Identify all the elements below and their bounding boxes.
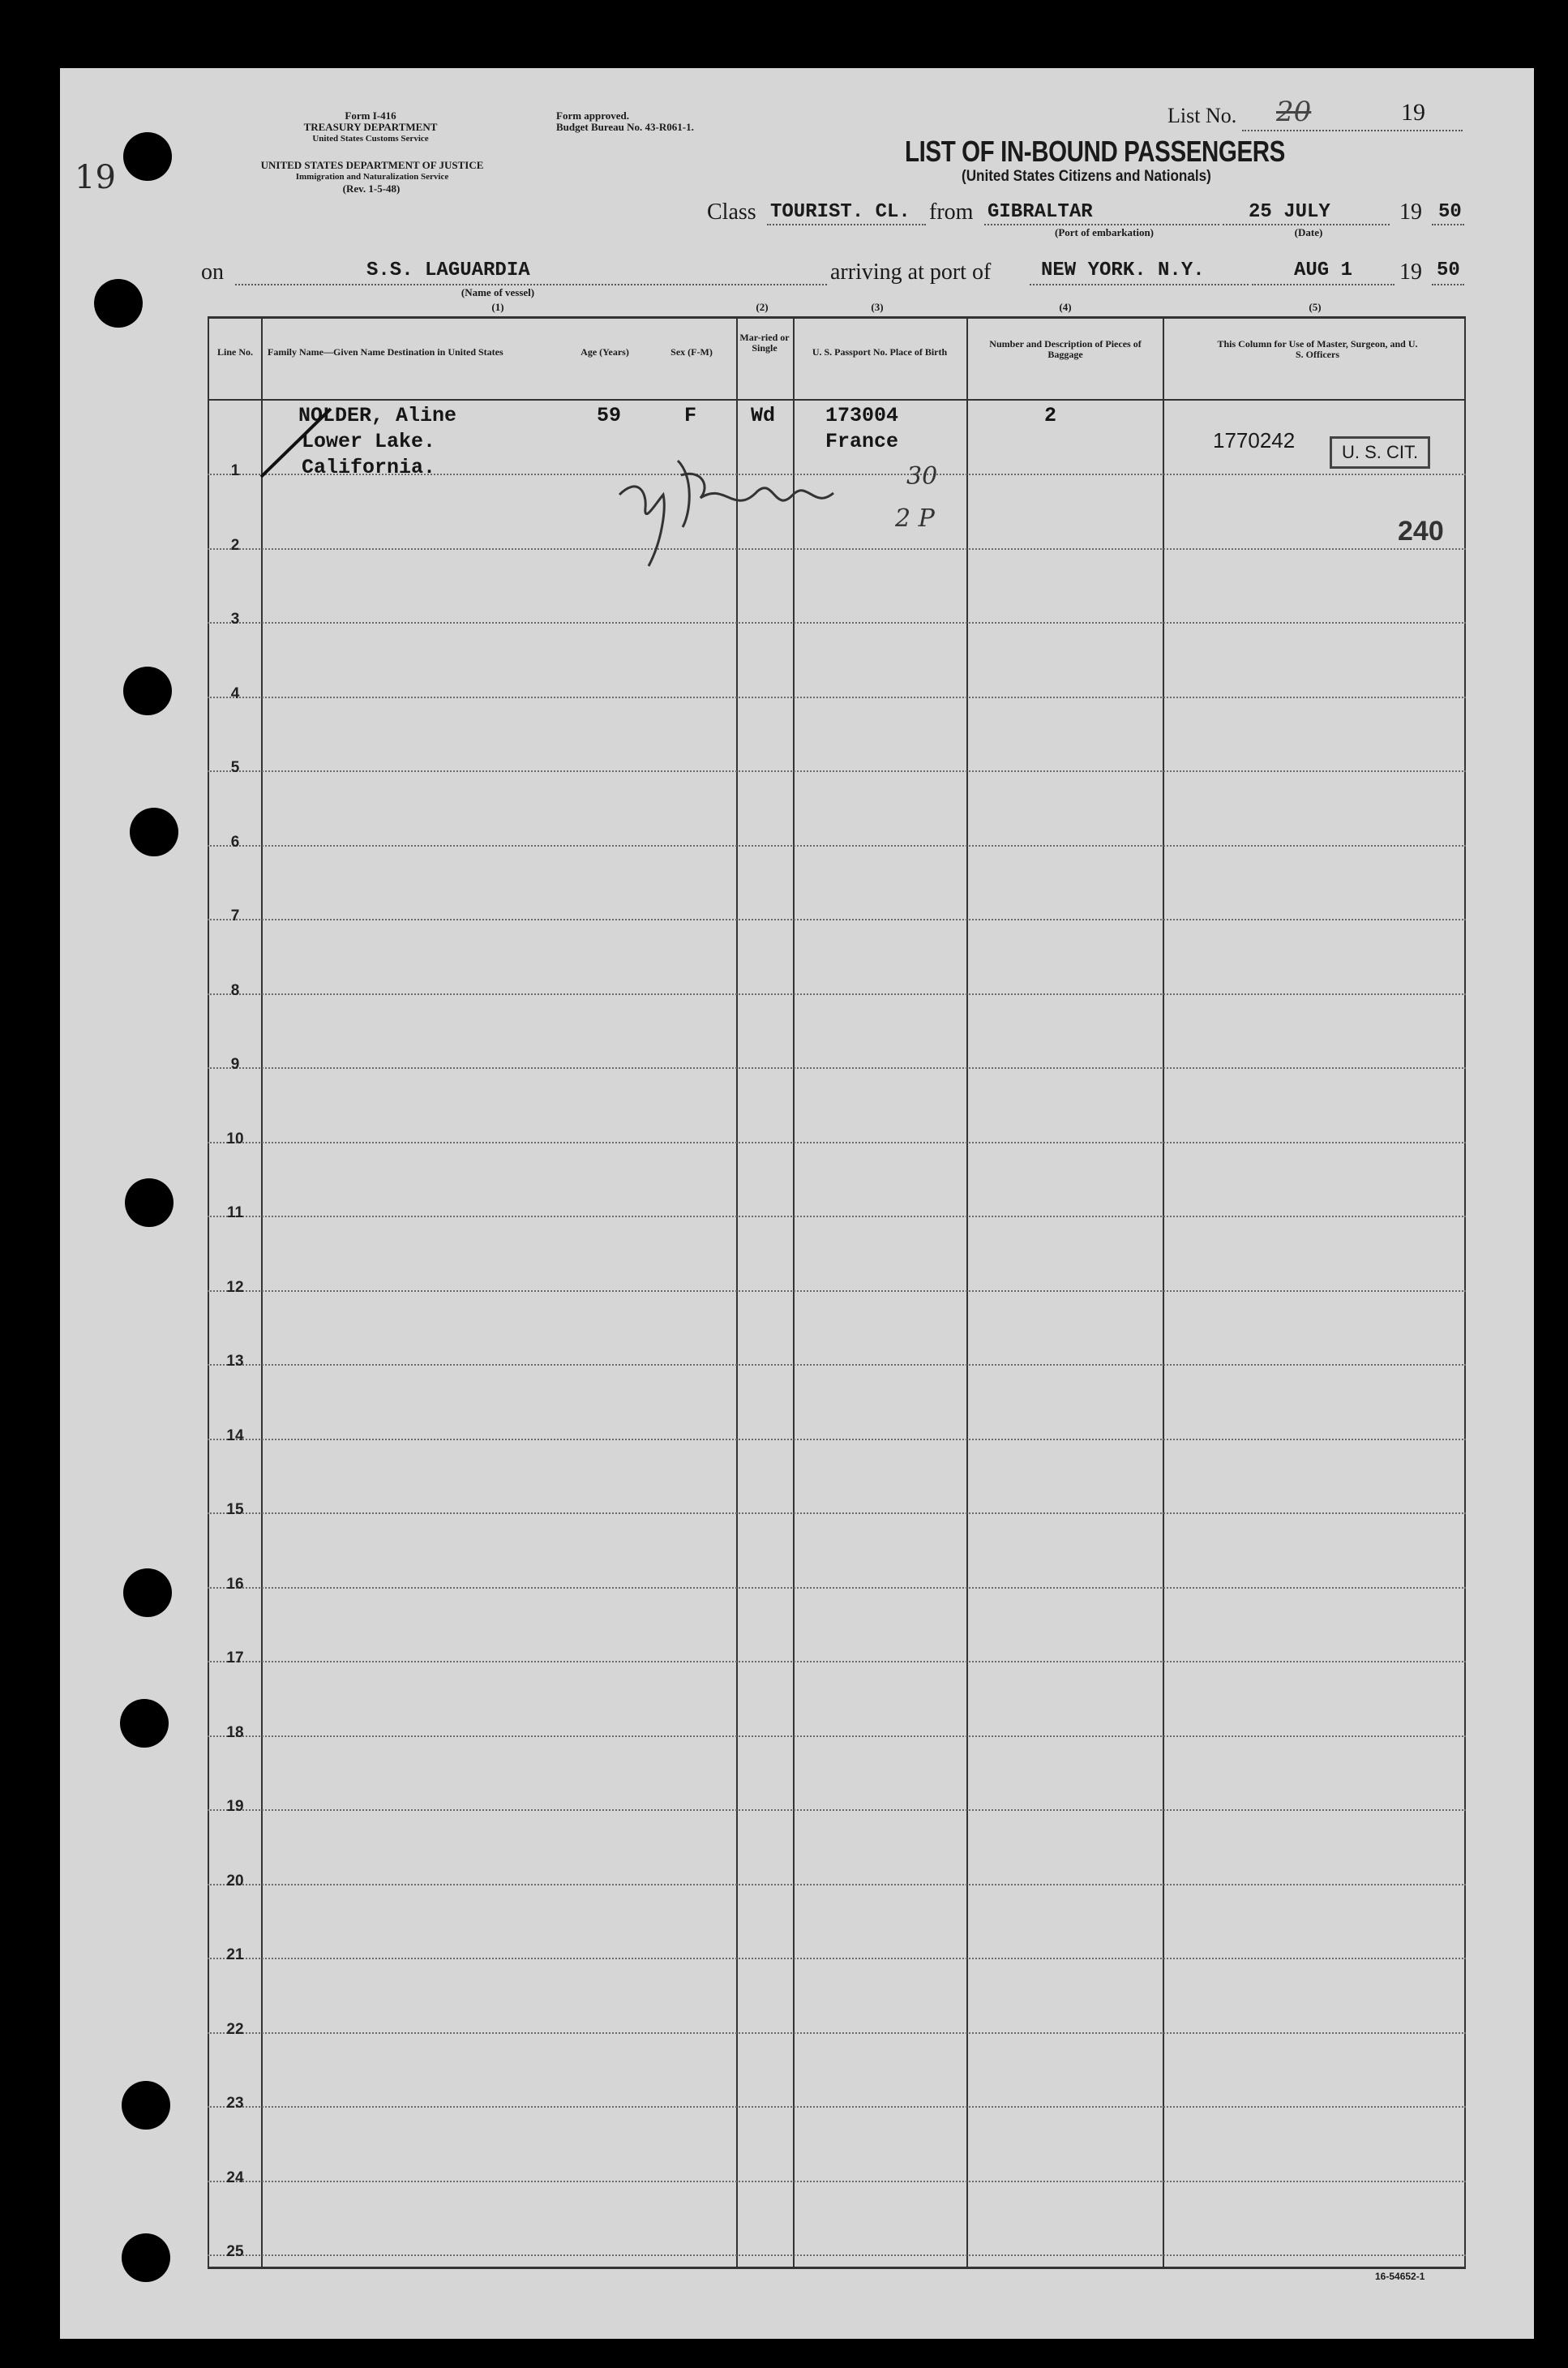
row-number: 5 bbox=[230, 759, 240, 776]
row-line bbox=[208, 1661, 1466, 1662]
row-number: 25 bbox=[226, 2243, 244, 2260]
row-line bbox=[208, 2032, 1466, 2034]
class-value: TOURIST. CL. bbox=[770, 201, 910, 223]
row-line bbox=[208, 1587, 1466, 1589]
row-number: 23 bbox=[226, 2095, 244, 2112]
punch-hole bbox=[130, 808, 178, 856]
list-no-line bbox=[1242, 130, 1463, 131]
row-number: 21 bbox=[226, 1946, 244, 1963]
row-number: 2 bbox=[230, 536, 240, 554]
entry-officer-number: 1770242 bbox=[1213, 428, 1296, 453]
row-line bbox=[208, 1290, 1466, 1292]
row-number: 12 bbox=[226, 1278, 244, 1296]
dept-justice: UNITED STATES DEPARTMENT OF JUSTICE bbox=[260, 159, 484, 171]
punch-hole bbox=[122, 2081, 170, 2130]
row-number: 13 bbox=[226, 1353, 244, 1370]
on-label: on bbox=[201, 260, 224, 285]
row-number: 17 bbox=[226, 1649, 244, 1667]
row-number: 9 bbox=[230, 1056, 240, 1073]
header-married: Mar-ried or Single bbox=[739, 332, 790, 354]
vessel-caption: (Name of vessel) bbox=[461, 286, 535, 298]
table-header-border bbox=[208, 399, 1466, 401]
col-num-5: (5) bbox=[1309, 301, 1322, 313]
port-value: GIBRALTAR bbox=[987, 201, 1093, 223]
col-divider bbox=[736, 316, 738, 2269]
punch-hole bbox=[125, 1178, 174, 1227]
row-line bbox=[208, 919, 1466, 920]
entry-sex: F bbox=[684, 404, 697, 427]
row-number: 19 bbox=[226, 1798, 244, 1815]
dept-customs: United States Customs Service bbox=[312, 134, 429, 144]
row-number: 16 bbox=[226, 1575, 244, 1593]
form-approved: Form approved. bbox=[556, 109, 630, 122]
punch-hole bbox=[122, 2233, 170, 2282]
header-line-no: Line No. bbox=[216, 346, 253, 358]
row-number: 15 bbox=[226, 1501, 244, 1518]
row-line bbox=[208, 845, 1466, 847]
arrival-port-line bbox=[1030, 284, 1249, 285]
margin-note: 19 bbox=[75, 159, 116, 196]
header-passport: U. S. Passport No. Place of Birth bbox=[812, 346, 948, 358]
row-number: 4 bbox=[230, 684, 240, 702]
vessel-line bbox=[235, 284, 827, 285]
dept-ins: Immigration and Naturalization Service bbox=[295, 172, 449, 182]
footer-code: 16-54652-1 bbox=[1375, 2271, 1425, 2282]
row-number: 24 bbox=[226, 2169, 244, 2186]
punch-hole bbox=[123, 132, 172, 181]
list-no-stamped: 19 bbox=[1401, 99, 1425, 126]
punch-hole bbox=[120, 1699, 169, 1748]
port-line bbox=[984, 224, 1219, 225]
row-number: 10 bbox=[226, 1130, 244, 1148]
row-number: 18 bbox=[226, 1723, 244, 1741]
handwritten-initials bbox=[613, 444, 889, 574]
arrival-year: 50 bbox=[1437, 260, 1460, 281]
row-line bbox=[208, 1958, 1466, 1959]
row-line bbox=[208, 993, 1466, 995]
entry-dest-state: California. bbox=[302, 456, 436, 479]
row-number: 11 bbox=[226, 1204, 244, 1221]
row-line bbox=[208, 697, 1466, 698]
col-divider bbox=[261, 316, 263, 2269]
row-number: 20 bbox=[226, 1872, 244, 1890]
arrival-date: AUG 1 bbox=[1294, 260, 1353, 281]
class-label: Class bbox=[707, 199, 756, 225]
row-line bbox=[208, 2181, 1466, 2182]
row-line bbox=[208, 1142, 1466, 1143]
port-caption: (Port of embarkation) bbox=[1054, 226, 1155, 238]
row-line bbox=[208, 1364, 1466, 1366]
table-top-border bbox=[208, 316, 1466, 319]
table-left-border bbox=[208, 316, 209, 2269]
header-baggage: Number and Description of Pieces of Baggage bbox=[989, 338, 1142, 360]
punch-hole bbox=[94, 279, 143, 328]
date-value: 25 JULY bbox=[1249, 201, 1330, 223]
table-bottom-border bbox=[208, 2267, 1466, 2269]
entry-age: 59 bbox=[597, 404, 622, 427]
col-divider bbox=[966, 316, 968, 2269]
row-line bbox=[208, 1809, 1466, 1811]
arrival-year-prefix: 19 bbox=[1399, 260, 1422, 285]
row-line bbox=[208, 1735, 1466, 1737]
year-line bbox=[1432, 224, 1464, 225]
budget-bureau: Budget Bureau No. 43-R061-1. bbox=[556, 121, 694, 133]
row-line bbox=[208, 2106, 1466, 2108]
vessel-value: S.S. LAGUARDIA bbox=[366, 260, 530, 281]
entry-dest-city: Lower Lake. bbox=[302, 430, 436, 453]
from-label: from bbox=[929, 199, 974, 225]
col-divider bbox=[793, 316, 795, 2269]
row-line bbox=[208, 1884, 1466, 1885]
arriving-label: arriving at port of bbox=[830, 260, 992, 285]
date-line bbox=[1223, 224, 1390, 225]
row-number: 1 bbox=[230, 462, 240, 479]
entry-passport: 173004 bbox=[825, 404, 899, 427]
list-no-handwritten: 20 bbox=[1276, 96, 1312, 128]
row-number: 6 bbox=[230, 833, 240, 851]
row-line bbox=[208, 1439, 1466, 1440]
col-num-1: (1) bbox=[491, 301, 504, 313]
year-prefix: 19 bbox=[1399, 199, 1422, 225]
header-officers: This Column for Use of Master, Surgeon, and U. S. Officers bbox=[1217, 338, 1418, 360]
side-number: 240 bbox=[1398, 516, 1444, 547]
annotation-fraction-bottom: 2 P bbox=[895, 504, 935, 533]
col-divider bbox=[1163, 316, 1164, 2269]
entry-baggage: 2 bbox=[1044, 404, 1057, 427]
entry-checkmark bbox=[251, 405, 341, 487]
year-value: 50 bbox=[1438, 201, 1462, 223]
row-number: 8 bbox=[230, 981, 240, 999]
form-subtitle: (United States Citizens and Nationals) bbox=[962, 168, 1211, 185]
annotation-fraction-top: 30 bbox=[906, 462, 938, 491]
col-num-3: (3) bbox=[871, 301, 884, 313]
arrival-port: NEW YORK. N.Y. bbox=[1041, 260, 1205, 281]
entry-marital: Wd bbox=[751, 404, 776, 427]
date-caption: (Date) bbox=[1294, 226, 1323, 238]
row-line bbox=[208, 2254, 1466, 2256]
header-sex: Sex (F-M) bbox=[670, 346, 713, 358]
row-line bbox=[208, 770, 1466, 772]
punch-hole bbox=[123, 1568, 172, 1617]
punch-hole bbox=[123, 667, 172, 715]
form-title: LIST OF IN-BOUND PASSENGERS bbox=[905, 135, 1285, 168]
row-line bbox=[208, 1216, 1466, 1217]
class-line bbox=[767, 224, 926, 225]
arrival-date-line bbox=[1252, 284, 1394, 285]
entry-birthplace: France bbox=[825, 430, 899, 453]
revision: (Rev. 1-5-48) bbox=[342, 182, 401, 195]
arrival-year-line bbox=[1432, 284, 1464, 285]
row-number: 22 bbox=[226, 2020, 244, 2038]
dept-treasury: TREASURY DEPARTMENT bbox=[303, 121, 438, 133]
row-line bbox=[208, 622, 1466, 624]
us-citizen-stamp: U. S. CIT. bbox=[1330, 436, 1430, 469]
header-name: Family Name—Given Name Destination in United States bbox=[268, 346, 503, 358]
col-num-4: (4) bbox=[1059, 301, 1072, 313]
entry-name: NOLDER, Aline bbox=[298, 404, 457, 427]
form-number: Form I-416 bbox=[345, 109, 396, 122]
table-right-border bbox=[1464, 316, 1466, 2269]
header-age: Age (Years) bbox=[581, 346, 629, 358]
row-line bbox=[208, 1067, 1466, 1069]
row-number: 7 bbox=[230, 907, 240, 924]
list-no-label: List No. bbox=[1167, 104, 1237, 127]
row-line bbox=[208, 1512, 1466, 1514]
row-number: 14 bbox=[226, 1426, 244, 1444]
col-num-2: (2) bbox=[756, 301, 769, 313]
row-number: 3 bbox=[230, 611, 240, 628]
